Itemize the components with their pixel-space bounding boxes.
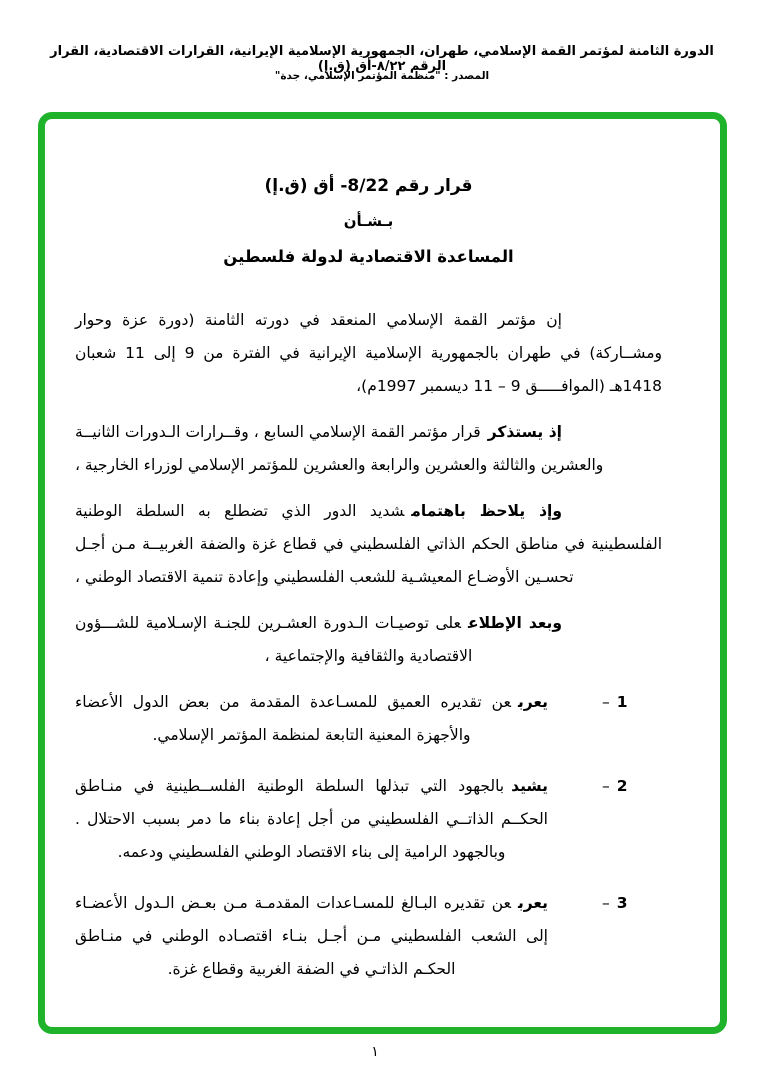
item-number — [602, 770, 628, 869]
item-lead: يشيد — [511, 777, 548, 795]
item-lead: يعرب — [517, 693, 548, 711]
preamble-paragraph-1 — [75, 304, 662, 403]
paragraph-text: قرار مؤتمر القمة الإسلامي السابع ، وقــرارات الـدورات الثانيــة والعشرين والثالثة والعشرين والرابعة والعشرين للمؤتمر الإسلامي لوزراء الخارجية ، — [75, 423, 604, 474]
item-text — [75, 887, 548, 986]
item-number — [602, 887, 628, 986]
document-source: المصدر : "منظمة المؤتمر الإسلامي، جدة" — [274, 70, 490, 82]
page-number: ١ — [371, 1044, 379, 1060]
resolution-number-title: قرار رقم 8/22- أق (ق.إ) — [264, 176, 473, 196]
paragraph-text: على توصيـات الـدورة العشـرين للجنـة الإسـلامية للشـــؤون الاقتصادية والثقافية والإجتماعية ، — [75, 614, 473, 665]
resolution-items — [75, 686, 662, 986]
item-dash: – — [602, 894, 610, 912]
item-text — [75, 686, 548, 752]
item-dash: – — [602, 777, 610, 795]
document-frame — [38, 112, 727, 1034]
item-body-text: عن تقديره البـالغ للمسـاعدات المقدمـة مـن بعـض الـدول الأعضـاء إلى الشعب الفلسطيني مـن أجـل بنـاء اقتصـاده الوطني في منـاطق الحكـم الذاتـي في الضفة الغربية وقطاع غزة. — [75, 894, 548, 978]
resolution-item-3 — [75, 887, 662, 986]
document-citation: الدورة الثامنة لمؤتمر القمة الإسلامي، طهران، الجمهورية الإسلامية الإيرانية، القرارات الاقتصادية، القرار الرقم ٨/٢٢-أق (ق.إ) — [50, 44, 714, 74]
item-body-text: عن تقديره العميق للمسـاعدة المقدمة من بعض الدول الأعضاء والأجهزة المعنية التابعة لمنظمة المؤتمر الإسلامي. — [75, 693, 511, 744]
preamble-paragraph-4 — [75, 607, 662, 673]
document-content — [45, 119, 720, 986]
resolution-item-1 — [75, 686, 662, 752]
preamble-paragraph-3 — [75, 495, 662, 594]
title-block — [75, 169, 662, 274]
paragraph-lead: وبعد الإطلاع — [468, 614, 562, 632]
item-text — [75, 770, 548, 869]
preamble-paragraph-2 — [75, 416, 662, 482]
paragraph-text: إن مؤتمر القمة الإسلامي المنعقد في دورته الثامنة (دورة عزة وحوار ومشــاركة) في طهران بالجمهورية الإسلامية الإيرانية في الفترة من 9 إلى 11 شعبان 1418هـ (الموافـــــق 9 – 11 ديسمبر 1997م)، — [75, 311, 662, 395]
item-lead: يعرب — [517, 894, 548, 912]
resolution-item-2 — [75, 770, 662, 869]
title-regarding: بـشـأن — [343, 212, 394, 230]
paragraph-lead: إذ يستذكر — [487, 423, 562, 441]
title-subject: المساعدة الاقتصادية لدولة فلسطين — [223, 247, 514, 266]
item-number-value: 3 — [616, 894, 628, 912]
item-number — [602, 686, 628, 752]
item-number-value: 2 — [616, 777, 628, 795]
item-number-value: 1 — [616, 693, 628, 711]
item-dash: – — [602, 693, 610, 711]
paragraph-text: شديد الدور الذي تضطلع به السلطة الوطنية الفلسطينية في مناطق الحكم الذاتي الفلسطيني في قطاع غزة والضفة الغربيــة مـن أجـل تحسـين الأوضـاع المعيشـية للشعب الفلسطيني وإعادة تنمية الاقتصاد الوطني ، — [75, 502, 662, 586]
paragraph-lead: وإذ يلاحظ باهتمام — [411, 502, 562, 520]
item-body-text: بالجهود التي تبذلها السلطة الوطنية الفلســطينية في منـاطق الحكــم الذاتــي الفلسطيني من أجل إعادة بناء ما دمر بسبب الاحتلال . وبالجهود الرامية إلى بناء الاقتصاد الوطني الفلسطيني ودعمه. — [75, 777, 548, 861]
